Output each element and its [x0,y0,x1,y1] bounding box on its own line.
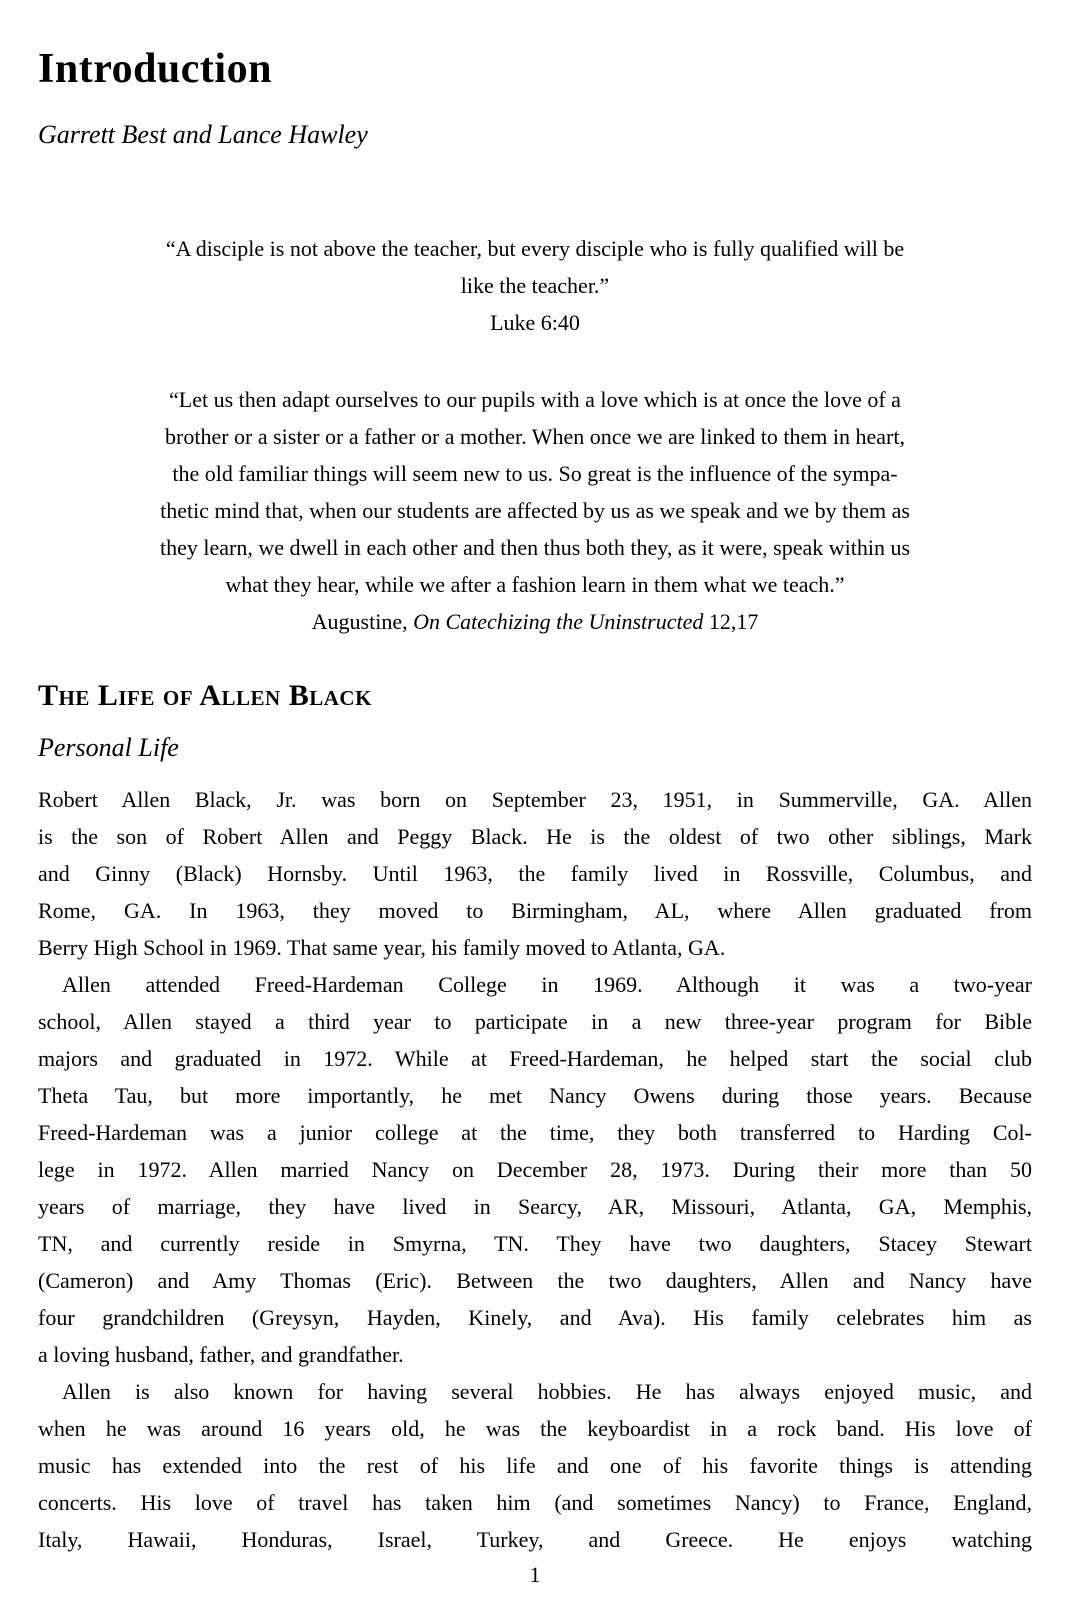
body-line: Allen is also known for having several hobbies. He has always enjoyed music, and [62,1379,1032,1404]
body-line: Allen attended Freed-Hardeman College in 1969. Although it was a two-year [62,972,1032,997]
paragraph [38,966,1032,1373]
epigraph-augustine [38,381,1032,640]
paragraph [38,1373,1032,1558]
body-line: is the son of Robert Allen and Peggy Black. He is the oldest of two other siblings, Mark [38,824,1032,849]
body-line: when he was around 16 years old, he was the keyboardist in a rock band. His love of [38,1416,1032,1441]
section-subheading: Personal Life [38,733,179,762]
byline: Garrett Best and Lance Hawley [38,120,368,149]
epigraph-line: brother or a sister or a father or a mother. When once we are linked to them in heart, [165,424,905,449]
body-line: Italy, Hawaii, Honduras, Israel, Turkey, and Greece. He enjoys watching [38,1527,1032,1552]
epigraph-luke [38,230,1032,341]
body-line: majors and graduated in 1972. While at Freed-Hardeman, he helped start the social club [38,1046,1032,1071]
body-line: TN, and currently reside in Smyrna, TN. They have two daughters, Stacey Stewart [38,1231,1032,1256]
body-line: Rome, GA. In 1963, they moved to Birmingham, AL, where Allen graduated from [38,898,1032,923]
epigraph-line: Luke 6:40 [490,310,580,335]
attribution-book-title: On Catechizing the Uninstructed [413,609,704,634]
body-line: Freed-Hardeman was a junior college at the time, they both transferred to Harding Col- [38,1120,1032,1145]
attribution-text: 12,17 [703,609,759,634]
page-number: 1 [529,1562,541,1587]
epigraph-line: like the teacher.” [460,273,610,298]
paragraph [38,781,1032,966]
body-line: lege in 1972. Allen married Nancy on December 28, 1973. During their more than 50 [38,1157,1032,1182]
section-heading: The Life of Allen Black [38,679,372,712]
body-line: Berry High School in 1969. That same year, his family moved to Atlanta, GA. [38,935,726,960]
body-line: four grandchildren (Greysyn, Hayden, Kinely, and Ava). His family celebrates him as [38,1305,1032,1330]
epigraph-line: what they hear, while we after a fashion learn in them what we teach.” [225,572,845,597]
body-line: concerts. His love of travel has taken him (and sometimes Nancy) to France, England, [38,1490,1032,1515]
epigraph-line: the old familiar things will seem new to us. So great is the influence of the sympa- [172,461,898,486]
epigraph-attribution [38,603,1032,640]
body-line: music has extended into the rest of his life and one of his favorite things is attending [38,1453,1032,1478]
body-text [38,781,1032,1558]
body-line: (Cameron) and Amy Thomas (Eric). Between the two daughters, Allen and Nancy have [38,1268,1032,1293]
body-line: school, Allen stayed a third year to participate in a new three-year program for Bible [38,1009,1032,1034]
attribution-text: Augustine, [311,609,414,634]
epigraph-line: they learn, we dwell in each other and then thus both they, as it were, speak within us [159,535,911,560]
epigraph-line: “Let us then adapt ourselves to our pupils with a love which is at once the love of a [169,387,901,412]
body-line: a loving husband, father, and grandfather. [38,1342,404,1367]
body-line: and Ginny (Black) Hornsby. Until 1963, the family lived in Rossville, Columbus, and [38,861,1032,886]
body-line: years of marriage, they have lived in Searcy, AR, Missouri, Atlanta, GA, Memphis, [38,1194,1032,1219]
epigraph-line: “A disciple is not above the teacher, but every disciple who is fully qualified will be [165,236,905,261]
page-title: Introduction [38,46,272,92]
body-line: Theta Tau, but more importantly, he met Nancy Owens during those years. Because [38,1083,1032,1108]
epigraph-line: thetic mind that, when our students are affected by us as we speak and we by them as [160,498,910,523]
body-line: Robert Allen Black, Jr. was born on September 23, 1951, in Summerville, GA. Allen [38,787,1032,812]
